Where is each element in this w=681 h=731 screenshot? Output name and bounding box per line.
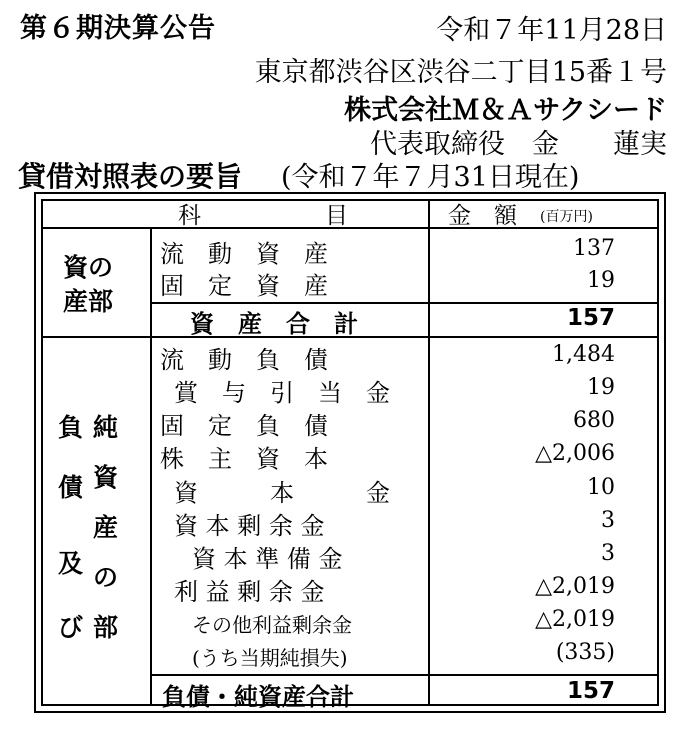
liability-row-label: 流 動 負 債 (160, 346, 328, 374)
liability-row-label: 資 本 剰 余 金 (174, 512, 325, 540)
liability-row-label: 資 本 準 備 金 (192, 545, 343, 573)
net-assets-section-label: 部 (93, 613, 119, 642)
liability-row-label: 利 益 剰 余 金 (174, 578, 325, 606)
liability-row-label: 株 主 資 本 (160, 445, 328, 473)
liability-row-label: 固 定 負 債 (160, 412, 328, 440)
liability-row-value: 3 (601, 541, 615, 566)
liability-row-value: (335) (555, 640, 615, 665)
liab-net-assets-total-label: 負債・純資産合計 (162, 683, 354, 711)
liability-row-value: 3 (601, 508, 615, 533)
liability-row-value: 680 (573, 408, 615, 433)
liability-row-value: 19 (587, 375, 615, 400)
column-header-item-1: 科 (178, 203, 201, 229)
liability-row-label: その他利益剰余金 (192, 613, 352, 637)
liability-row-label: 資 本 金 (174, 479, 390, 507)
assets-section-label: 資の (63, 253, 114, 282)
liability-row-value: △2,019 (535, 574, 615, 599)
divider (428, 199, 430, 706)
liability-row-label: 賞 与 引 当 金 (174, 379, 390, 407)
liability-row-value: 1,484 (552, 342, 615, 367)
liabilities-section-label: び (58, 613, 84, 642)
notice-title: 第６期決算公告 (20, 13, 216, 44)
net-assets-section-label: 資 (93, 463, 119, 492)
company-address: 東京都渋谷区渋谷二丁目15番１号 (254, 57, 667, 88)
assets-total-value: 157 (566, 305, 615, 331)
assets-section-label: 産部 (63, 287, 114, 316)
asset-row-value: 137 (573, 236, 615, 261)
liab-net-assets-total-value: 157 (566, 678, 615, 704)
notice-date: 令和７年11月28日 (436, 15, 667, 46)
liabilities-section-label: 及 (58, 549, 84, 578)
net-assets-section-label: 純 (93, 413, 119, 442)
divider (41, 227, 659, 229)
column-header-item-2: 目 (325, 203, 348, 229)
representative: 代表取締役 金 蓮実 (370, 129, 667, 160)
net-assets-section-label: の (93, 563, 119, 592)
company-name: 株式会社Ｍ＆Ａサクシード (344, 95, 667, 126)
liabilities-section-label: 負 (58, 413, 84, 442)
statement-date: (令和７年７月31日現在) (281, 162, 580, 193)
liability-row-value: △2,019 (535, 607, 615, 632)
net-assets-section-label: 産 (93, 513, 119, 542)
liability-row-label: (うち当期純損失) (192, 646, 348, 670)
divider (150, 674, 659, 676)
statement-heading: 貸借対照表の要旨 (18, 160, 243, 193)
assets-total-label: 資 産 合 計 (190, 310, 358, 338)
liability-row-value: △2,006 (535, 441, 615, 466)
asset-row-label: 固 定 資 産 (160, 272, 328, 300)
liability-row-value: 10 (587, 475, 615, 500)
column-header-amount: 金 額 (448, 203, 517, 229)
liabilities-section-label: 債 (58, 473, 84, 502)
asset-row-value: 19 (587, 268, 615, 293)
divider (150, 227, 152, 706)
asset-row-label: 流 動 資 産 (160, 240, 328, 268)
column-header-unit: (百万円) (540, 209, 593, 225)
